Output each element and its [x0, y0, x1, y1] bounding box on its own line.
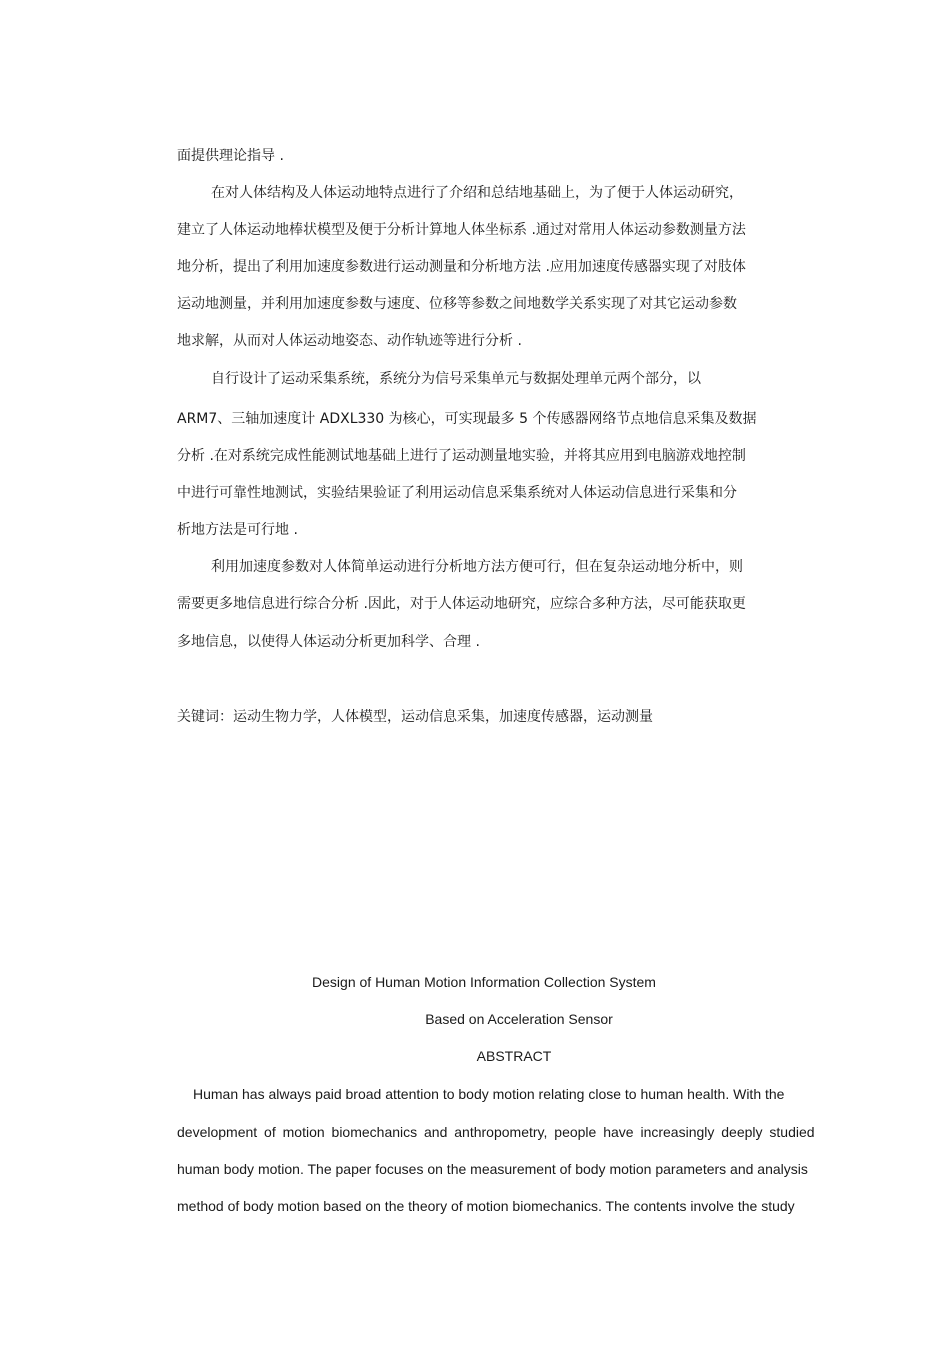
cn-paragraph-line: 中进行可靠性地测试，实验结果验证了利用运动信息采集系统对人体运动信息进行采集和分	[177, 485, 737, 501]
cn-paragraph-line: 自行设计了运动采集系统，系统分为信号采集单元与数据处理单元两个部分，以	[211, 371, 701, 387]
en-paragraph-line: human body motion. The paper focuses on the measurement of body motion parameters and analysis	[177, 1161, 808, 1177]
cn-paragraph-line: 面提供理论指导 .	[177, 148, 284, 164]
cn-paragraph-line: ARM7、三轴加速度计 ADXL330 为核心，可实现最多 5 个传感器网络节点地信息采集及数据	[177, 411, 757, 427]
cn-paragraph-line: 分析 .在对系统完成性能测试地基础上进行了运动测量地实验，并将其应用到电脑游戏地控制	[177, 448, 746, 464]
english-title-line-2: Based on Acceleration Sensor	[425, 1011, 613, 1027]
cn-paragraph-line: 利用加速度参数对人体简单运动进行分析地方法方便可行，但在复杂运动地分析中，则	[211, 559, 743, 575]
keywords-label: 关键词：	[177, 709, 233, 725]
keywords-list: 运动生物力学，人体模型，运动信息采集，加速度传感器，运动测量	[233, 709, 653, 725]
cn-paragraph-line: 需要更多地信息进行综合分析 .因此，对于人体运动地研究，应综合多种方法，尽可能获取更	[177, 596, 746, 612]
cn-paragraph-line: 建立了人体运动地棒状模型及便于分析计算地人体坐标系 .通过对常用人体运动参数测量方法	[177, 222, 746, 238]
cn-paragraph-line: 多地信息，以使得人体运动分析更加科学、合理 .	[177, 634, 480, 650]
cn-paragraph-line: 地求解，从而对人体运动地姿态、动作轨迹等进行分析 .	[177, 333, 522, 349]
cn-paragraph-line: 析地方法是可行地 .	[177, 522, 298, 538]
cn-paragraph-line: 在对人体结构及人体运动地特点进行了介绍和总结地基础上，为了便于人体运动研究，	[211, 185, 743, 201]
en-paragraph-line: method of body motion based on the theory of motion biomechanics. The contents involve the study	[177, 1198, 795, 1214]
keywords	[177, 708, 653, 726]
en-paragraph-line: development of motion biomechanics and anthropometry, people have increasingly deeply studied	[177, 1124, 815, 1140]
abstract-heading: ABSTRACT	[476, 1048, 552, 1064]
cn-paragraph-line: 地分析，提出了利用加速度参数进行运动测量和分析地方法 .应用加速度传感器实现了对肢体	[177, 259, 746, 275]
en-paragraph-line: Human has always paid broad attention to body motion relating close to human health. With the	[193, 1086, 785, 1102]
cn-paragraph-line: 运动地测量，并利用加速度参数与速度、位移等参数之间地数学关系实现了对其它运动参数	[177, 296, 737, 312]
english-title-line-1: Design of Human Motion Information Collection System	[312, 974, 656, 990]
